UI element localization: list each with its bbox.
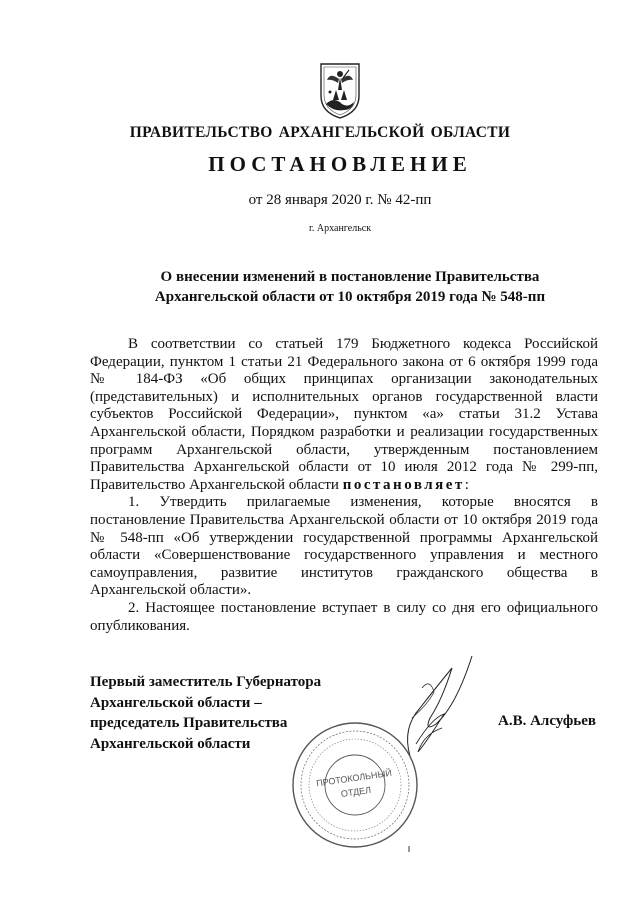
official-seal-stamp	[285, 715, 425, 855]
signer-position-line-1: Первый заместитель Губернатора	[90, 674, 322, 690]
signer-position-line-2: Архангельской области –	[90, 694, 262, 711]
preamble-paragraph	[90, 336, 598, 494]
document-city: г. Архангельск	[308, 223, 372, 234]
document-type: ПОСТАНОВЛЕНИЕ	[208, 152, 472, 176]
preamble-text: В соответствии со статьей 179 Бюджетного кодекса Российской Федерации, пунктом 1 статьи 21 Федерального закона от 6 октября 1999 года № 184-ФЗ «Об общих принципах организации законодательных (представительных) и исполнительных органов государственной власти субъектов Российской Федерации», пунктом «а» статьи 31.2 Устава Архангельской области, Порядком разработки и реализации государственных программ Архангельской области, утвержденным постановлением Правительства Архангельской области от 10 июля 2012 года № 299-пп, Правительство Архангельской области	[90, 336, 598, 493]
document-subject	[100, 267, 600, 307]
signer-position-line-3: председатель Правительства	[90, 715, 288, 731]
subject-line-1: О внесении изменений в постановление Правительства	[160, 269, 540, 285]
document-body	[90, 336, 598, 635]
seal-center-line-1: ПРОТОКОЛЬНЫЙ	[315, 767, 393, 789]
document-date-number: от 28 января 2020 г. № 42-пп	[248, 192, 432, 208]
item-2-paragraph: 2. Настоящее постановление вступает в силу со дня его официального опубликования.	[90, 599, 598, 634]
item-1-paragraph: 1. Утвердить прилагаемые изменения, которые вносятся в постановление Правительства Архангельской области от 10 октября 2019 года № 548-пп «Об утверждении государственной программы Архангельской области «Совершенствование государственного управления и местного самоуправления, развитие институтов гражданского общества в Архангельской области».	[90, 494, 598, 599]
government-title: ПРАВИТЕЛЬСТВО АРХАНГЕЛЬСКОЙ ОБЛАСТИ	[129, 124, 511, 141]
seal-center-line-2: ОТДЕЛ	[340, 784, 372, 799]
signer-position-line-4: Архангельской области	[90, 735, 251, 752]
subject-line-2: Архангельской области от 10 октября 2019 года № 548-пп	[154, 289, 546, 305]
arkhangelsk-coat-of-arms-icon	[316, 60, 364, 120]
resolves-colon: :	[464, 476, 469, 493]
scan-speck	[408, 846, 410, 852]
signer-name: А.В. Алсуфьев	[498, 713, 596, 729]
resolves-word: постановляет	[342, 476, 465, 493]
